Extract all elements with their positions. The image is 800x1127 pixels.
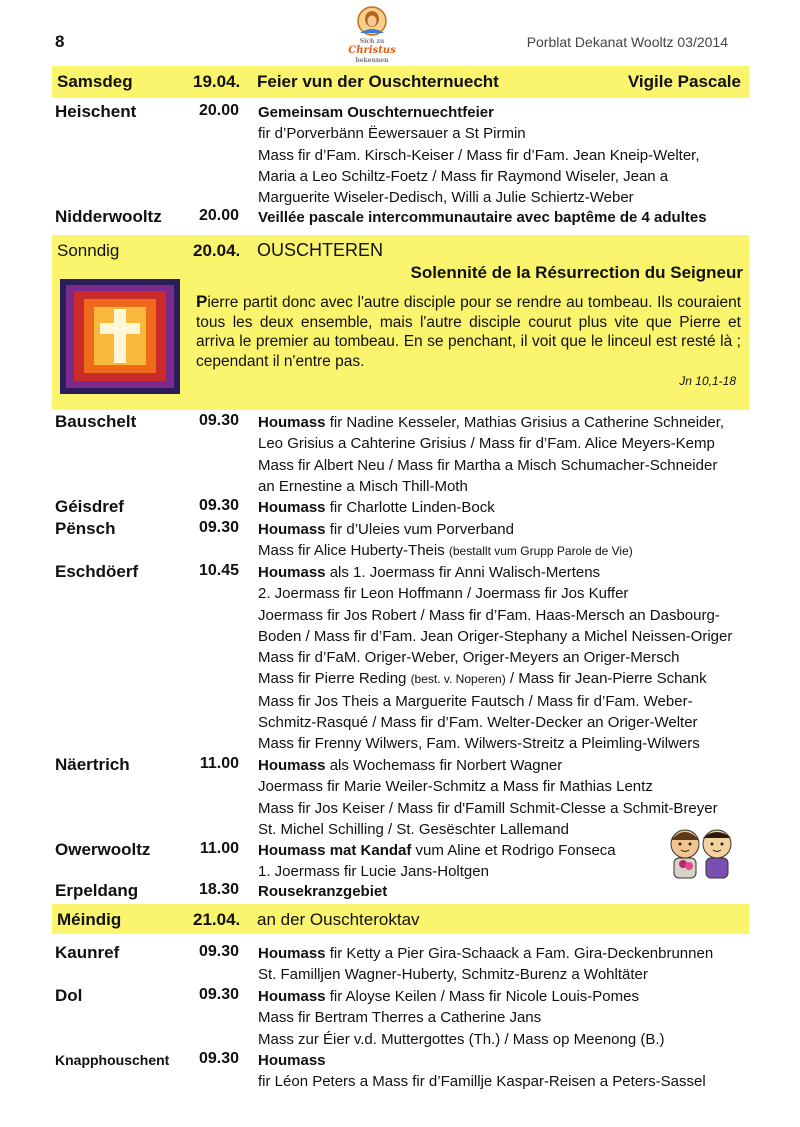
description-line — [258, 166, 700, 187]
description-line — [258, 881, 387, 902]
logo-text-1: Sich zu — [359, 38, 385, 45]
line-text: an Ernestine a Misch Thill-Moth — [258, 477, 468, 495]
line-text: 1. Joermass fir Lucie Jans-Holtgen — [258, 863, 489, 881]
description-line — [258, 819, 718, 840]
bold-text: Houmass — [258, 564, 326, 581]
entry-description — [258, 412, 724, 497]
line-text: fir Charlotte Linden-Bock — [325, 499, 495, 516]
entry-description — [258, 943, 713, 986]
bold-text: Gemeinsam Ouschternuechtfeier — [258, 104, 494, 121]
gospel-initial: P — [196, 292, 208, 311]
logo-text-3: bekennen — [355, 57, 389, 64]
line-text: Mass fir Frenny Wilwers, Fam. Wilwers-Streitz a Pleimling-Wilwers — [258, 735, 700, 753]
band-day: Sonndig — [57, 241, 120, 260]
line-text: fir Nadine Kesseler, Mathias Grisius a Catherine Schneider, — [325, 414, 725, 431]
mass-time: 18.30 — [198, 881, 239, 898]
entry-description — [258, 207, 707, 228]
line-text: als Wochemass fir Norbert Wagner — [325, 757, 563, 774]
line-text: Schmitz-Rasqué / Mass fir d’Fam. Welter-Decker an Origer-Welter — [258, 714, 698, 732]
band-date: 21.04. — [193, 910, 241, 929]
bold-text: Houmass — [258, 414, 326, 431]
schedule-entry — [55, 497, 745, 518]
description-line — [258, 691, 732, 712]
description-line — [258, 668, 732, 690]
band-title: OUSCHTEREN — [257, 240, 384, 260]
description-line — [258, 605, 732, 626]
line-text: St. Familljen Wagner-Huberty, Schmitz-Burenz a Wohltäter — [258, 966, 648, 984]
description-line — [258, 986, 665, 1007]
place-name: Näertrich — [55, 755, 130, 774]
schedule-entry — [55, 755, 745, 840]
description-line — [258, 540, 633, 562]
entry-description — [258, 497, 495, 518]
line-text: Mass fir Bertram Therres a Catherine Jans — [258, 1009, 542, 1027]
cross-icon — [60, 279, 180, 394]
band-subtitle: Solennité de la Résurrection du Seigneur — [410, 263, 743, 282]
description-line — [258, 964, 713, 985]
children-illustration-icon — [661, 826, 741, 882]
description-line — [258, 497, 495, 518]
gospel-body: ierre partit donc avec l'autre disciple pour se rendre au tombeau. Ils couraient tous les deux ensemble, mais l'autre disciple courut plus vite que Pierre et arriva le premier au tombeau. En se penchant, il voit que le linceul est resté là ; cependant il n'entre pas. — [196, 294, 741, 370]
schedule-entry — [55, 1050, 745, 1093]
schedule-entry — [55, 943, 745, 986]
bold-text: Houmass — [258, 1052, 326, 1069]
place-name: Knapphouschent — [55, 1052, 170, 1068]
line-text: Mass fir Jos Theis a Marguerite Fautsch / Mass fir d’Fam. Weber- — [258, 692, 693, 710]
schedule-entry — [55, 562, 745, 754]
small-note: (best. v. Noperen) — [410, 672, 506, 687]
line-text: fir Aloyse Keilen / Mass fir Nicole Louis-Pomes — [325, 988, 639, 1005]
line-text: St. Michel Schilling / St. Gesëschter Lallemand — [258, 820, 569, 838]
schedule-entry — [55, 986, 745, 1050]
mass-time: 20.00 — [198, 102, 239, 119]
place-name: Dol — [55, 986, 83, 1005]
entry-description — [258, 755, 718, 840]
description-line — [258, 626, 732, 647]
description-line — [258, 145, 700, 166]
schedule-entry — [55, 412, 745, 497]
mass-time: 10.45 — [198, 562, 239, 579]
description-line — [258, 776, 718, 797]
entry-description — [258, 1050, 706, 1093]
line-text: Mass fir Pierre Reding — [258, 670, 411, 688]
description-line — [258, 519, 633, 540]
line-text: Marguerite Wiseler-Dedisch, Willi a Julie Schiertz-Weber — [258, 189, 634, 207]
line-text: Mass fir d’FaM. Origer-Weber, Origer-Meyers an Origer-Mersch — [258, 649, 680, 667]
schedule-entry — [55, 102, 745, 209]
description-line — [258, 583, 732, 604]
description-line — [258, 943, 713, 964]
entry-description — [258, 562, 732, 755]
description-line — [258, 123, 700, 144]
place-name: Kaunref — [55, 943, 120, 962]
line-text: fir d’Uleies vum Porverband — [325, 521, 514, 538]
place-name: Géisdref — [55, 497, 124, 516]
schedule-entry — [55, 881, 745, 902]
line-text: Boden / Mass fir d’Fam. Jean Origer-Stephany a Michel Neissen-Origer — [258, 627, 733, 645]
description-line — [258, 861, 616, 882]
bold-text: Veillée pascale intercommunautaire avec baptême de 4 adultes — [258, 209, 707, 226]
gospel-reference: Jn 10,1-18 — [679, 374, 736, 388]
description-line — [258, 755, 718, 776]
description-line — [258, 476, 724, 497]
description-line — [258, 187, 700, 208]
description-line — [258, 433, 724, 454]
line-text: Mass fir Alice Huberty-Theis — [258, 542, 449, 560]
place-name: Bauschelt — [55, 412, 137, 431]
mass-time: 09.30 — [198, 1050, 239, 1067]
description-line — [258, 562, 732, 583]
line-text: fir Léon Peters a Mass fir d’Famillje Kaspar-Reisen a Peters-Sassel — [258, 1073, 706, 1091]
description-line — [258, 412, 724, 433]
band-day: Méindig — [57, 910, 122, 929]
line-text: / Mass fir Jean-Pierre Schank — [505, 670, 707, 688]
schedule-entry — [55, 207, 745, 228]
line-text: Leo Grisius a Cahterine Grisius / Mass fir d’Fam. Alice Meyers-Kemp — [258, 435, 715, 453]
place-name: Pënsch — [55, 519, 116, 538]
mass-time: 09.30 — [198, 412, 239, 429]
bold-text: Houmass — [258, 945, 326, 962]
place-name: Erpeldang — [55, 881, 139, 900]
description-line — [258, 1007, 665, 1028]
entry-description — [258, 986, 665, 1050]
mass-time: 09.30 — [198, 943, 239, 960]
gospel-text — [196, 292, 741, 371]
line-text: Mass fir Albert Neu / Mass fir Martha a Misch Schumacher-Schneider — [258, 456, 718, 474]
description-line — [258, 712, 732, 733]
mass-time: 20.00 — [198, 207, 239, 224]
bold-text: Houmass — [258, 521, 326, 538]
publication-title: Porblat Dekanat Wooltz 03/2014 — [526, 34, 728, 50]
entry-description — [258, 102, 700, 208]
bold-text: Rousekranzgebiet — [258, 883, 388, 900]
place-name: Heischent — [55, 102, 137, 121]
line-text: fir Ketty a Pier Gira-Schaack a Fam. Gira-Deckenbrunnen — [325, 945, 714, 962]
band-day: Samsdeg — [57, 72, 133, 91]
line-text: als 1. Joermass fir Anni Walisch-Mertens — [325, 564, 601, 581]
saturday-band — [52, 66, 749, 98]
line-text: 2. Joermass fir Leon Hoffmann / Joermass fir Jos Kuffer — [258, 585, 629, 603]
description-line — [258, 840, 616, 861]
schedule-entry — [55, 519, 745, 562]
mass-time: 09.30 — [198, 986, 239, 1003]
band-date: 19.04. — [193, 72, 241, 91]
description-line — [258, 1050, 706, 1071]
description-line — [258, 1029, 665, 1050]
bold-text: Houmass mat Kandaf — [258, 842, 412, 859]
mass-time: 11.00 — [199, 840, 239, 857]
description-line — [258, 1071, 706, 1092]
description-line — [258, 733, 732, 754]
monday-band — [52, 904, 749, 934]
band-title: an der Ouschteroktav — [257, 910, 420, 929]
place-name: Eschdöerf — [55, 562, 139, 581]
line-text: Mass fir d’Fam. Kirsch-Keiser / Mass fir d’Fam. Jean Kneip-Welter, — [258, 146, 700, 164]
schedule-entry — [55, 840, 745, 883]
place-name: Nidderwooltz — [55, 207, 162, 226]
small-note: (bestallt vum Grupp Parole de Vie) — [448, 544, 633, 559]
description-line — [258, 647, 732, 668]
description-line — [258, 207, 707, 228]
mass-time: 09.30 — [198, 497, 239, 514]
mass-time: 09.30 — [198, 519, 239, 536]
line-text: Mass zur Éier v.d. Muttergottes (Th.) / Mass op Meenong (B.) — [258, 1030, 665, 1048]
line-text: Joermass fir Jos Robert / Mass fir d’Fam. Haas-Mersch an Dasbourg- — [258, 606, 720, 624]
band-date: 20.04. — [193, 241, 241, 260]
description-line — [258, 102, 700, 123]
logo-text-2: Christus — [348, 45, 396, 56]
line-text: fir d’Porverbänn Ëewersauer a St Pirmin — [258, 125, 526, 143]
bold-text: Houmass — [258, 988, 326, 1005]
entry-description — [258, 840, 616, 883]
entry-description — [258, 881, 387, 902]
description-line — [258, 798, 718, 819]
page-header — [0, 0, 800, 70]
mass-time: 11.00 — [199, 755, 239, 772]
description-line — [258, 455, 724, 476]
place-name: Owerwooltz — [55, 840, 151, 859]
bold-text: Houmass — [258, 757, 326, 774]
line-text: Maria a Leo Schiltz-Foetz / Mass fir Raymond Wiseler, Jean a — [258, 167, 669, 185]
entry-description — [258, 519, 633, 563]
band-title: Feier vun der Ouschternuecht — [257, 72, 499, 91]
bold-text: Houmass — [258, 499, 326, 516]
christus-logo — [348, 5, 396, 67]
line-text: vum Aline et Rodrigo Fonseca — [411, 842, 616, 859]
line-text: Joermass fir Marie Weiler-Schmitz a Mass fir Mathias Lentz — [258, 778, 653, 796]
line-text: Mass fir Jos Keiser / Mass fir d'Famill Schmit-Clesse a Schmit-Breyer — [258, 799, 718, 817]
band-subtitle: Vigile Pascale — [627, 72, 741, 91]
page-number: 8 — [55, 32, 65, 51]
